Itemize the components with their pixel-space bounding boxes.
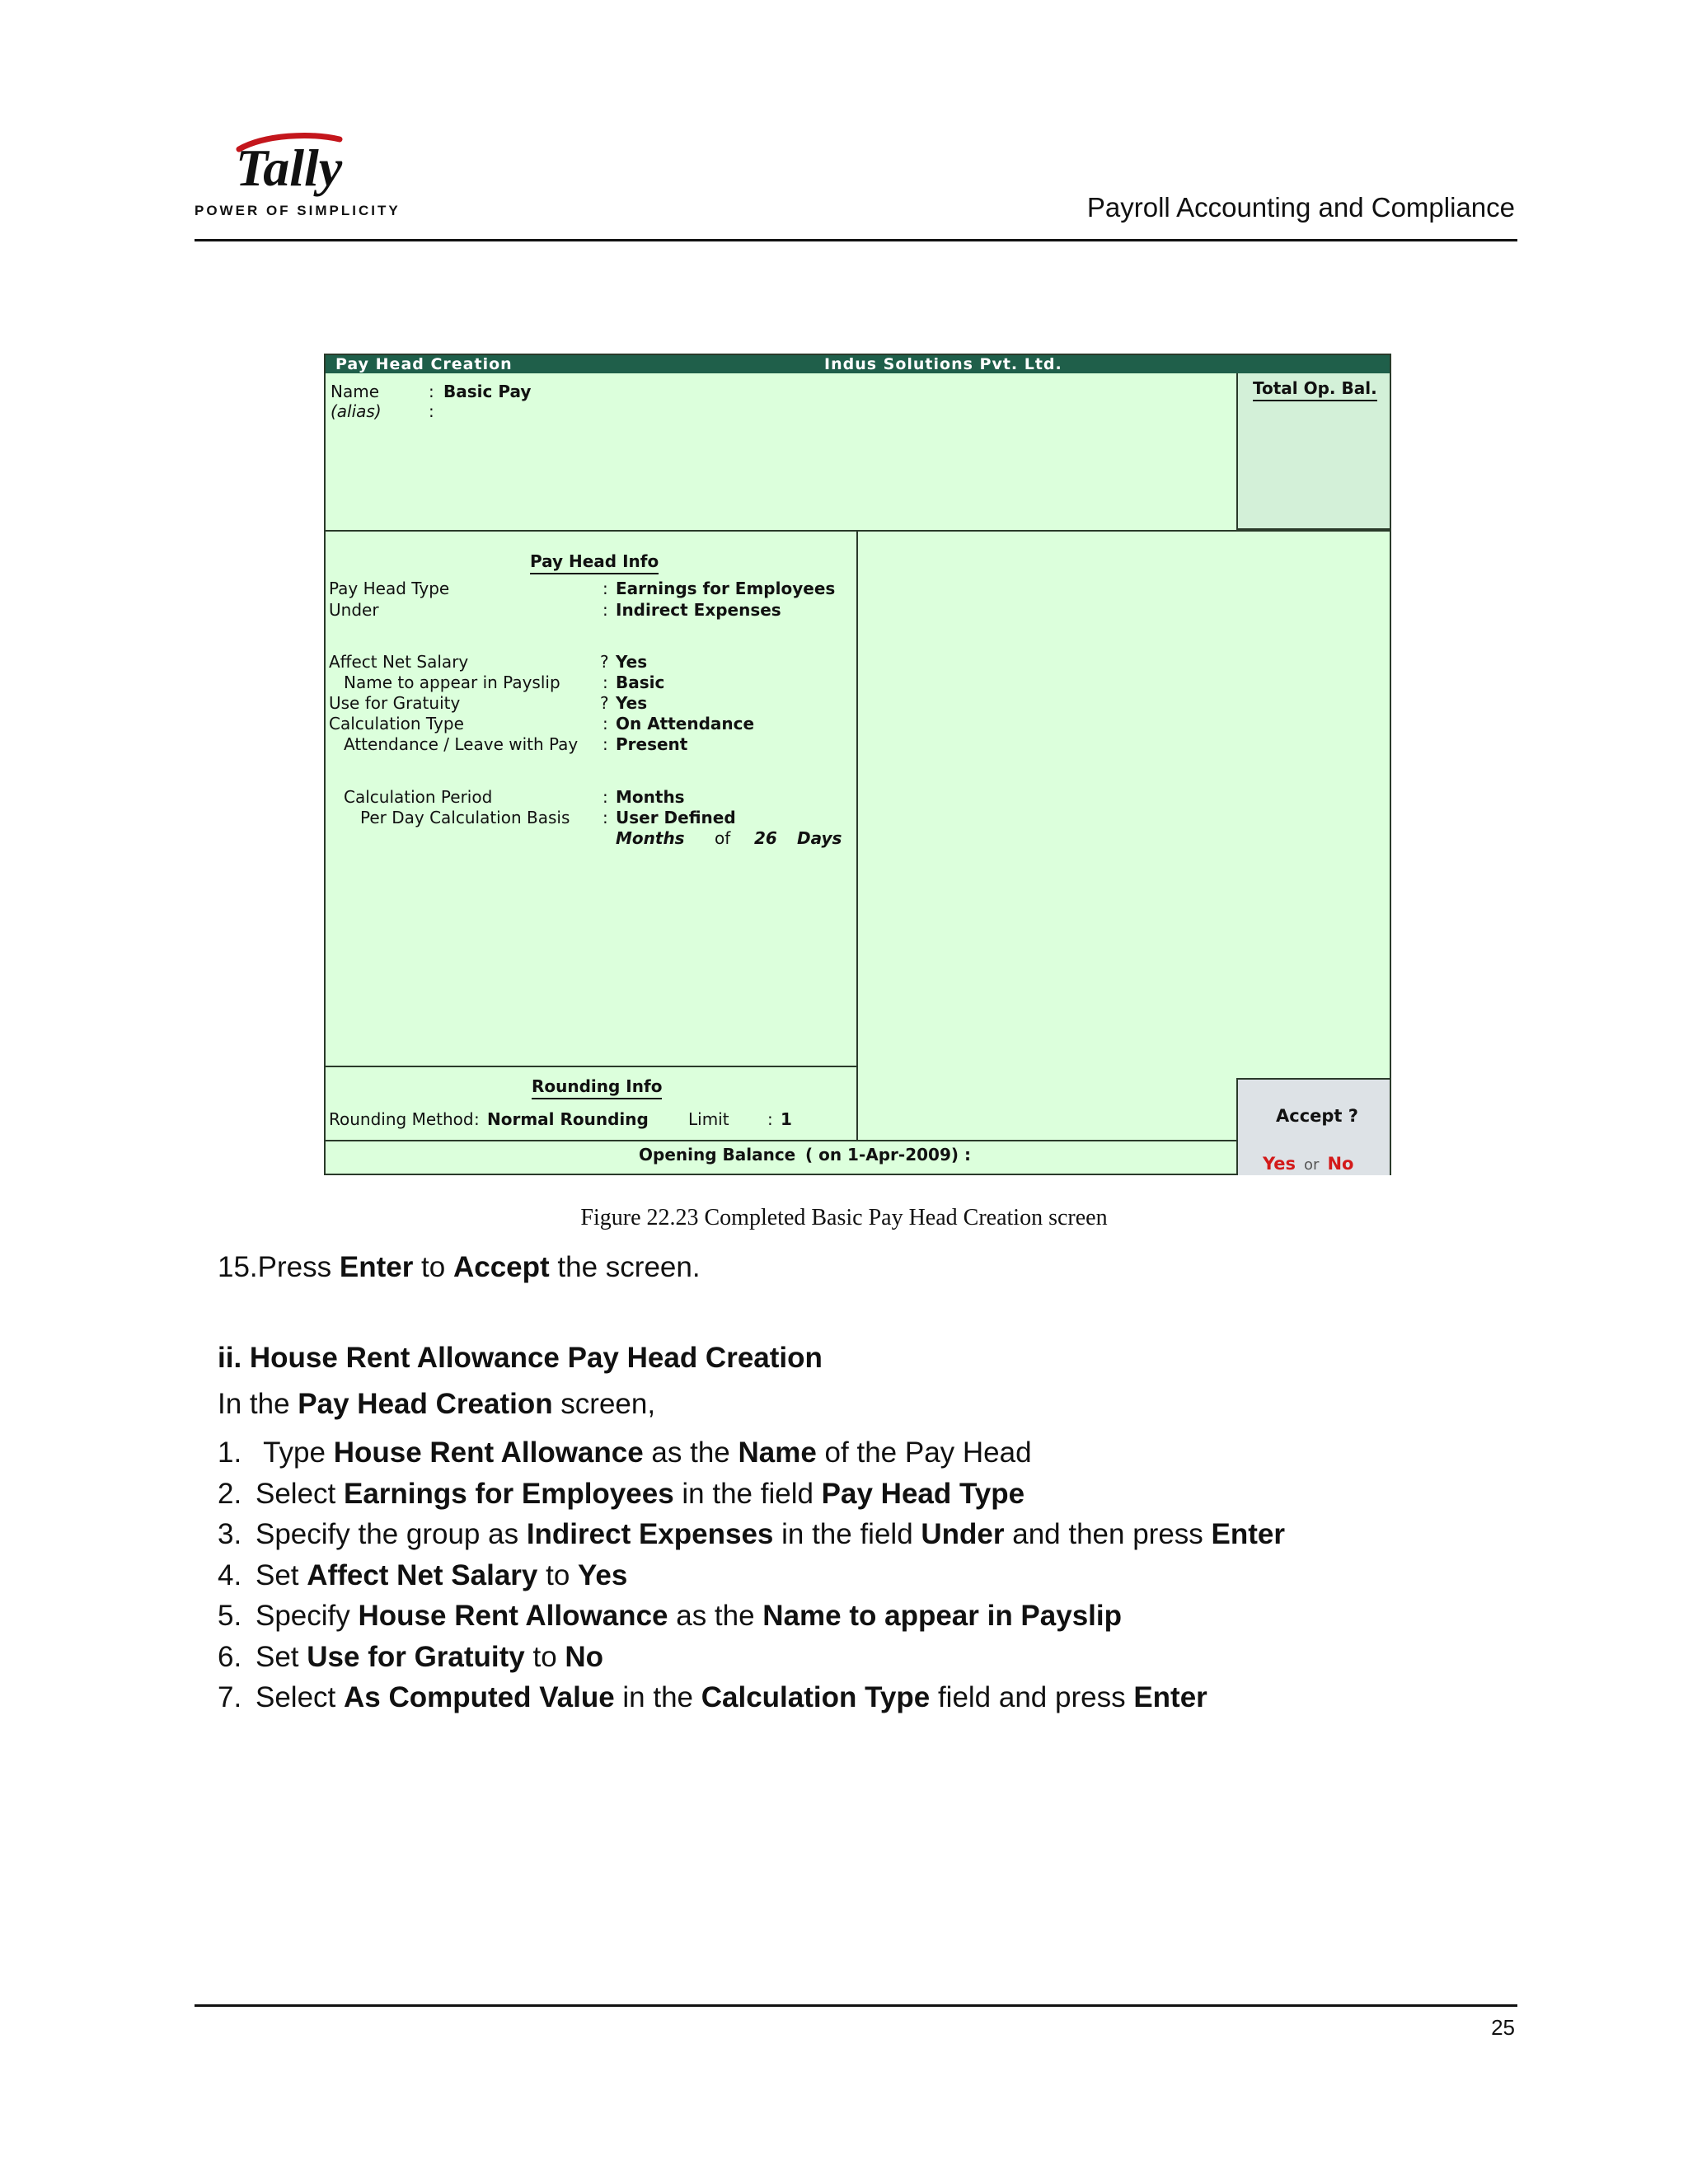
list-item: 2. Select Earnings for Employees in the field Pay Head Type: [218, 1477, 1025, 1510]
screen-title-bar: [326, 355, 1390, 373]
total-op-bal-title: Total Op. Bal.: [1253, 378, 1377, 401]
name-label: Name: [331, 382, 380, 401]
accept-dialog: [1236, 1078, 1390, 1175]
tally-logo: [232, 128, 356, 202]
limit-field[interactable]: 1: [781, 1109, 792, 1129]
page-number: 25: [1491, 2015, 1515, 2040]
calculation-type-label: Calculation Type: [329, 714, 464, 733]
list-item: 1. Type House Rent Allowance as the Name of the Pay Head: [218, 1436, 1032, 1469]
opening-balance-divider: [326, 1140, 1236, 1141]
under-label: Under: [329, 600, 379, 620]
accept-no-button[interactable]: No: [1327, 1154, 1354, 1174]
accept-options: [1263, 1154, 1353, 1174]
section-heading: ii. House Rent Allowance Pay Head Creation: [218, 1342, 823, 1374]
use-for-gratuity-sep: ?: [600, 693, 609, 713]
name-in-payslip-field[interactable]: Basic: [616, 673, 665, 692]
rounding-method-label: Rounding Method: [329, 1109, 474, 1129]
attendance-leave-field[interactable]: Present: [616, 734, 688, 754]
accept-or: or: [1304, 1156, 1320, 1174]
rounding-info-heading: Rounding Info: [532, 1076, 662, 1099]
attendance-leave-label: Attendance / Leave with Pay: [344, 734, 579, 754]
limit-label: Limit: [688, 1109, 729, 1129]
list-item: 7. Select As Computed Value in the Calculation Type field and press Enter: [218, 1681, 1207, 1713]
figure-caption: Figure 22.23 Completed Basic Pay Head Creation screen: [580, 1205, 1108, 1230]
under-sep: :: [603, 600, 608, 620]
name-in-payslip-sep: :: [603, 673, 608, 692]
name-field[interactable]: Basic Pay: [443, 382, 532, 401]
months-of: of: [715, 828, 731, 848]
pay-head-type-field[interactable]: Earnings for Employees: [616, 579, 836, 598]
screen-title: Pay Head Creation: [335, 355, 513, 373]
affect-net-salary-label: Affect Net Salary: [329, 652, 469, 672]
accept-prompt: Accept ?: [1276, 1106, 1358, 1126]
logo-tagline: POWER OF SIMPLICITY: [195, 203, 401, 218]
column-divider: [856, 530, 858, 1140]
header-divider: [195, 239, 1517, 241]
calculation-period-label: Calculation Period: [344, 787, 493, 807]
months-unit: Months: [616, 828, 685, 848]
pay-head-info-heading: Pay Head Info: [530, 551, 659, 574]
calculation-type-sep: :: [603, 714, 608, 733]
days-unit: Days: [797, 828, 842, 848]
use-for-gratuity-label: Use for Gratuity: [329, 693, 461, 713]
list-item: 3. Specify the group as Indirect Expenses in the field Under and then press Enter: [218, 1518, 1285, 1550]
affect-net-salary-field[interactable]: Yes: [616, 652, 648, 672]
pay-head-creation-screen: [324, 354, 1391, 1175]
alias-label: (alias): [331, 401, 382, 421]
opening-balance-label: Opening Balance: [639, 1145, 796, 1165]
calculation-type-field[interactable]: On Attendance: [616, 714, 755, 733]
rounding-divider: [326, 1066, 856, 1067]
affect-net-salary-sep: ?: [600, 652, 609, 672]
limit-sep: :: [767, 1109, 773, 1129]
name-in-payslip-label: Name to appear in Payslip: [344, 673, 560, 692]
calculation-period-field[interactable]: Months: [616, 787, 685, 807]
per-day-basis-sep: :: [603, 808, 608, 827]
per-day-basis-field[interactable]: User Defined: [616, 808, 736, 827]
attendance-leave-sep: :: [603, 734, 608, 754]
pay-head-type-label: Pay Head Type: [329, 579, 450, 598]
list-item: 6. Set Use for Gratuity to No: [218, 1640, 604, 1673]
list-item: 4. Set Affect Net Salary to Yes: [218, 1558, 628, 1591]
calculation-period-sep: :: [603, 787, 608, 807]
svg-text:Tally: Tally: [236, 138, 343, 197]
list-item: 5. Specify House Rent Allowance as the Name to appear in Payslip: [218, 1600, 1123, 1632]
company-name: Indus Solutions Pvt. Ltd.: [824, 355, 1062, 373]
rounding-method-sep: :: [474, 1109, 480, 1129]
under-field[interactable]: Indirect Expenses: [616, 600, 781, 620]
alias-colon: :: [429, 401, 434, 421]
total-op-bal-panel: [1236, 373, 1390, 530]
use-for-gratuity-field[interactable]: Yes: [616, 693, 648, 713]
opening-balance-date: ( on 1-Apr-2009) :: [805, 1145, 971, 1165]
accept-yes-button[interactable]: Yes: [1263, 1154, 1296, 1174]
rounding-method-field[interactable]: Normal Rounding: [487, 1109, 649, 1129]
step-15: 15.Press Enter to Accept the screen.: [218, 1251, 701, 1283]
page-header-title: Payroll Accounting and Compliance: [1086, 192, 1515, 223]
days-count-field[interactable]: 26: [754, 828, 777, 848]
footer-divider: [195, 2004, 1517, 2007]
name-colon: :: [429, 382, 434, 401]
per-day-basis-label: Per Day Calculation Basis: [360, 808, 570, 827]
pay-head-type-sep: :: [603, 579, 608, 598]
section-intro: In the Pay Head Creation screen,: [218, 1388, 656, 1420]
